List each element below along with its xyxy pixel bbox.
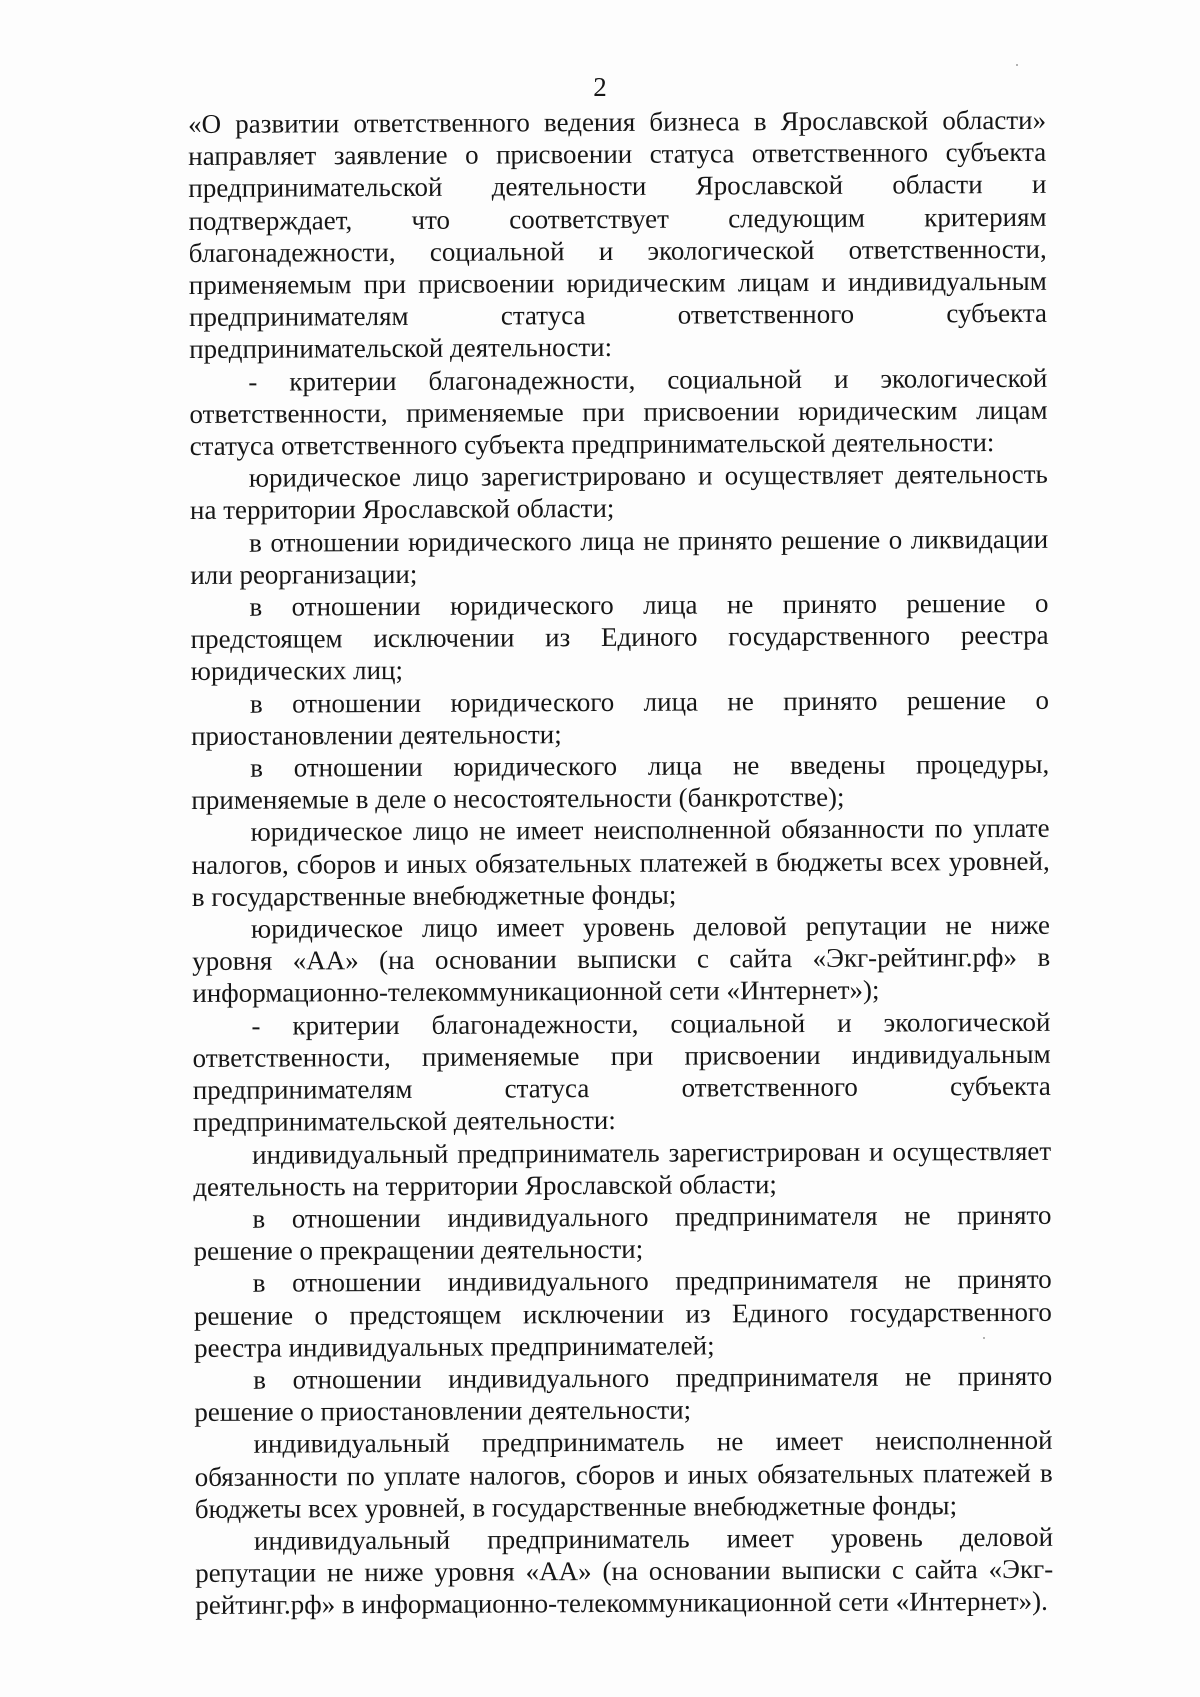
- paragraph-legal-entity-registered: юридическое лицо зарегистрировано и осуществляет деятельность на территории Ярославской области;: [189, 459, 1048, 526]
- paragraph-legal-entity-criteria-heading: - критерии благонадежности, социальной и экологической ответственности, применяемые при присвоении юридическим лицам статуса ответственного субъекта предпринимательской деятельности:: [189, 362, 1048, 462]
- document-body: [188, 104, 1053, 1622]
- paragraph-legal-entity-no-tax-debt: юридическое лицо не имеет неисполненной обязанности по уплате налогов, сборов и иных обязательных платежей в бюджеты всех уровней, в государственные внебюджетные фонды;: [191, 813, 1050, 912]
- paragraph-entrepreneur-criteria-heading: - критерии благонадежности, социальной и экологической ответственности, применяемые при присвоении индивидуальным предпринимателям статуса ответственного субъекта предпринимательской деятельности:: [192, 1006, 1051, 1138]
- paragraph-legal-entity-reputation: юридическое лицо имеет уровень деловой репутации не ниже уровня «АА» (на основании выписки с сайта «Экг-рейтинг.рф» в информационно-телекоммуникационной сети «Интернет»);: [192, 909, 1051, 1009]
- scan-speck: [1016, 64, 1018, 66]
- paragraph-entrepreneur-no-tax-debt: индивидуальный предприниматель не имеет неисполненной обязанности по уплате налогов, сборов и иных обязательных платежей в бюджеты всех уровней, в государственные внебюджетные фонды;: [194, 1425, 1053, 1524]
- paragraph-legal-entity-no-exclusion: в отношении юридического лица не принято решение о предстоящем исключении из Единого государственного реестра юридических лиц;: [190, 587, 1049, 687]
- paragraph-entrepreneur-no-exclusion: в отношении индивидуального предпринимателя не принято решение о предстоящем исключении из Единого государственного реестра индивидуальных предпринимателей;: [193, 1264, 1052, 1363]
- paragraph-entrepreneur-no-suspension: в отношении индивидуального предпринимателя не принято решение о приостановлении деятельности;: [194, 1360, 1053, 1428]
- paragraph-legal-entity-no-liquidation: в отношении юридического лица не принято решение о ликвидации или реорганизации;: [190, 523, 1049, 590]
- scan-speck: [983, 1337, 985, 1339]
- paragraph-entrepreneur-no-termination: в отношении индивидуального предпринимателя не принято решение о прекращении деятельности;: [193, 1199, 1052, 1267]
- paragraph-entrepreneur-registered: индивидуальный предприниматель зарегистрирован и осуществляет деятельность на территории Ярославской области;: [193, 1135, 1052, 1202]
- paragraph-intro: «О развитии ответственного ведения бизнеса в Ярославской области» направляет заявление о присвоении статуса ответственного субъекта предпринимательской деятельности Ярославской области и подтверждает, что соответствует следующим критериям благонадежности, социальной и экологической ответственности, применяемым при присвоении юридическим лицам и индивидуальным предпринимателям статуса ответственного субъекта предпринимательской деятельности:: [188, 104, 1048, 365]
- paragraph-legal-entity-no-bankruptcy: в отношении юридического лица не введены процедуры, применяемые в деле о несостоятельности (банкротстве);: [191, 748, 1050, 816]
- paragraph-legal-entity-no-suspension: в отношении юридического лица не принято решение о приостановлении деятельности;: [190, 684, 1049, 751]
- paragraph-entrepreneur-reputation: индивидуальный предприниматель имеет уровень деловой репутации не ниже уровня «АА» (на основании выписки с сайта «Экг-рейтинг.рф» в информационно-телекоммуникационной сети «Интернет»).: [195, 1521, 1054, 1621]
- page-number: 2: [593, 72, 607, 102]
